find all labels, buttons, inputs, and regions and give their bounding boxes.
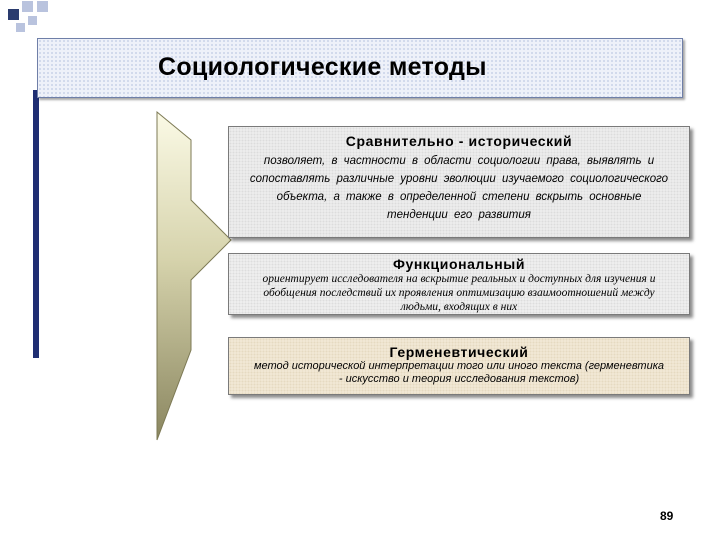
method-card-hermeneutic — [228, 337, 690, 395]
page-number: 89 — [660, 509, 674, 523]
accent-bar — [33, 90, 39, 358]
corner-square-decoration — [28, 16, 37, 25]
method-card-functional — [228, 253, 690, 315]
method-title: Сравнительно - исторический — [345, 133, 573, 149]
corner-square-decoration — [37, 1, 48, 12]
corner-square-decoration — [8, 9, 19, 20]
slide-title: Социологические методы — [158, 53, 487, 81]
method-card-comparative-historical — [228, 126, 690, 238]
corner-square-decoration — [22, 1, 33, 12]
method-description: позволяет, в частности в области социологии права, выявлять и сопоставлять различные уровни эволюции изучаемого социологического объекта, а также в определенной степени вскрыть основные тенденции его развития — [249, 155, 669, 221]
method-title: Герменевтический — [389, 344, 529, 360]
arrow-shape — [155, 110, 235, 445]
method-description: ориентирует исследователя на вскрытие реальных и доступных для изучения и обобщения последствий их проявления оптимизацию взаимоотношений между людьми, входящих в них — [262, 273, 656, 313]
title-banner — [37, 38, 683, 98]
corner-square-decoration — [16, 23, 25, 32]
method-title: Функциональный — [392, 256, 526, 272]
method-description: метод исторической интерпретации того или иного текста (герменевтика - искусство и теория исследования текстов) — [253, 360, 665, 385]
